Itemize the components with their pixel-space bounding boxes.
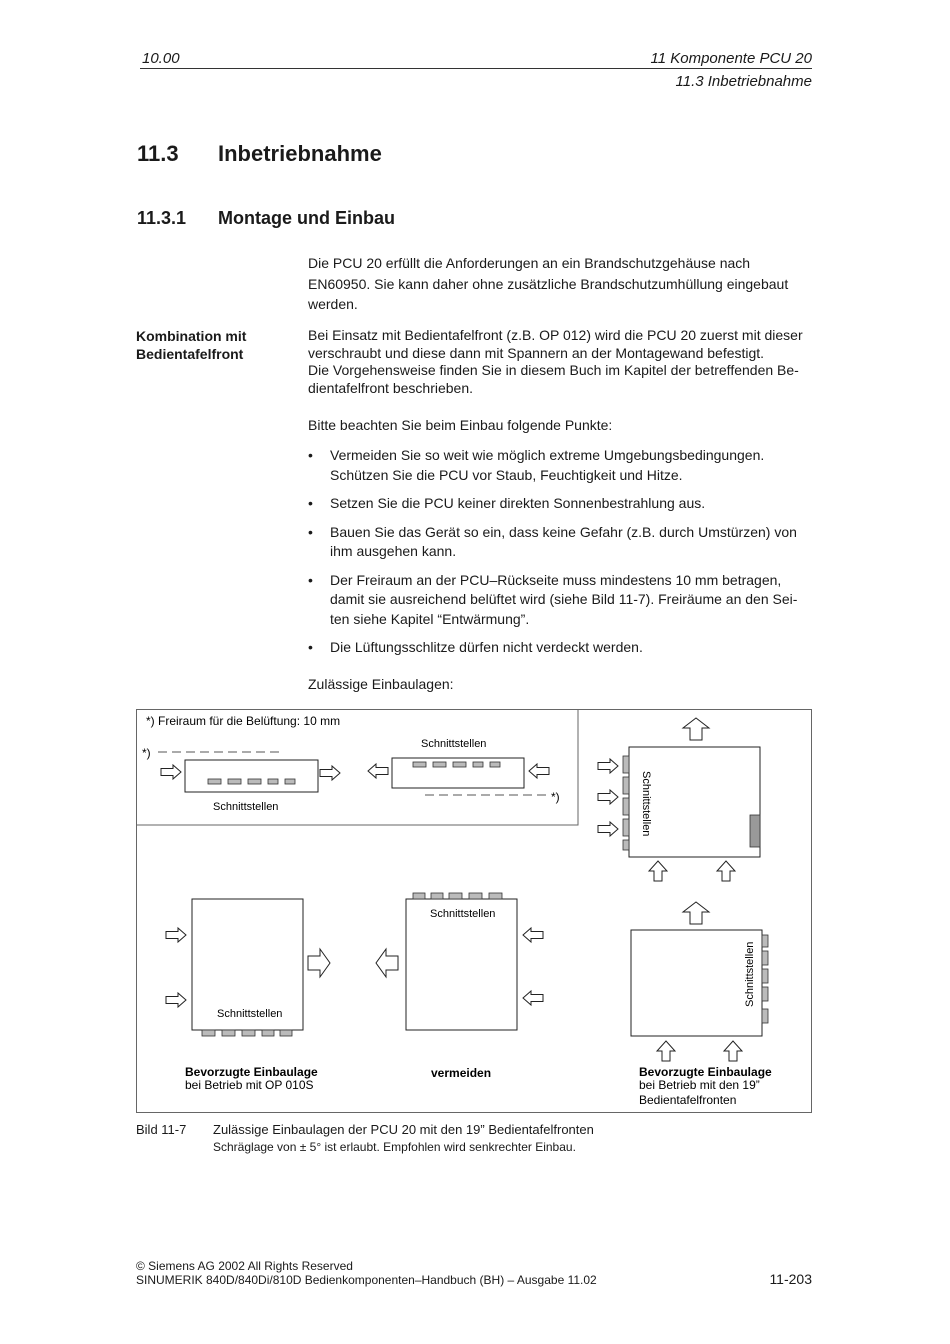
list-item — [308, 494, 813, 514]
interface-label: Schnittstellen — [217, 1008, 283, 1020]
subsection-heading — [137, 208, 395, 229]
bullet-dot: • — [308, 523, 313, 540]
bullet-dot: • — [308, 639, 313, 655]
combo-paragraph — [308, 327, 813, 397]
mounting-positions-figure — [136, 709, 812, 1113]
interface-label: Schnittstellen — [744, 941, 756, 1007]
bullet-line: Bauen Sie das Gerät so ein, dass keine Gefahr (z.B. durch Umstürzen) von — [330, 523, 797, 540]
footer-copyright: © Siemens AG 2002 All Rights Reserved — [136, 1259, 353, 1273]
intro-line: werden. — [308, 296, 358, 312]
section-number: 11.3 — [137, 141, 179, 166]
freiraum-note: *) Freiraum für die Belüftung: 10 mm — [146, 714, 341, 728]
combo-line: Die Vorgehensweise finden Sie in diesem Buch im Kapitel der betreffenden Be- — [308, 362, 799, 378]
list-item — [308, 638, 813, 658]
bullet-line: ihm ausgehen kann. — [330, 543, 457, 559]
bullet-list — [308, 446, 813, 667]
interface-label: Schnittstellen — [640, 771, 652, 837]
interface-label: Schnittstellen — [213, 801, 279, 813]
bullet-line: Der Freiraum an der PCU–Rückseite muss mindestens 10 mm betragen, — [330, 571, 782, 588]
figure-caption-note: Schräglage von ± 5° ist erlaubt. Empfohlen wird senkrechter Einbau. — [213, 1140, 576, 1154]
asterisk-marker: *) — [142, 746, 151, 760]
bullet-line: Schützen Sie die PCU vor Staub, Feuchtigkeit und Hitze. — [330, 466, 683, 483]
avoid-label: vermeiden — [431, 1066, 492, 1080]
bullet-dot: • — [308, 447, 313, 463]
subsection-number: 11.3.1 — [137, 208, 187, 228]
bullet-line: damit sie ausreichend belüftet wird (siehe Bild 11-7). Freiräume an den Sei- — [330, 591, 798, 607]
list-item — [308, 523, 813, 562]
bullet-dot: • — [308, 495, 313, 511]
header-date: 10.00 — [142, 50, 180, 67]
intro-line: EN60950. Sie kann daher ohne zusätzliche Brandschutzumhüllung eingebaut — [308, 275, 789, 292]
sidebar-label-line: Kombination mit — [136, 328, 247, 344]
bullet-dot: • — [308, 571, 313, 588]
header-chapter: 11 Komponente PCU 20 — [650, 50, 812, 67]
section-heading — [137, 141, 382, 167]
preferred-19inch-title: Bevorzugte Einbaulage — [639, 1065, 772, 1079]
bullet-line: Vermeiden Sie so weit wie möglich extreme Umgebungsbedingungen. — [330, 447, 765, 463]
combo-line: verschraubt und diese dann mit Spannern an der Montagewand befestigt. — [308, 344, 765, 361]
combo-line: dientafelfront beschrieben. — [308, 379, 473, 396]
bullet-line: Die Lüftungsschlitze dürfen nicht verdeckt werden. — [330, 639, 643, 655]
interface-label: Schnittstellen — [430, 908, 496, 920]
asterisk-marker: *) — [551, 790, 560, 804]
preferred-19inch-desc: bei Betrieb mit den 19” — [639, 1078, 760, 1092]
list-item — [308, 446, 813, 485]
figure-caption-text: Zulässige Einbaulagen der PCU 20 mit den 19” Bedientafelfronten — [213, 1122, 594, 1137]
sidebar-label-line: Bedientafelfront — [136, 346, 244, 362]
subsection-title: Montage und Einbau — [218, 208, 395, 228]
intro-paragraph — [308, 253, 813, 315]
preferred-op010s-desc: bei Betrieb mit OP 010S — [185, 1078, 314, 1092]
points-intro: Bitte beachten Sie beim Einbau folgende Punkte: — [308, 417, 613, 433]
sidebar-label — [136, 327, 296, 363]
page-number: 11-203 — [769, 1271, 812, 1287]
header-rule — [140, 68, 812, 69]
figure-caption-label: Bild 11-7 — [136, 1122, 187, 1137]
preferred-19inch-desc: Bedientafelfronten — [639, 1093, 737, 1107]
header-section: 11.3 Inbetriebnahme — [675, 73, 812, 90]
list-item — [308, 571, 813, 630]
preferred-op010s-title: Bevorzugte Einbaulage — [185, 1065, 318, 1079]
combo-line: Bei Einsatz mit Bedientafelfront (z.B. OP 012) wird die PCU 20 zuerst mit dieser — [308, 327, 803, 343]
bullet-line: ten siehe Kapitel “Entwärmung”. — [330, 610, 530, 627]
interface-label: Schnittstellen — [421, 738, 487, 750]
section-title: Inbetriebnahme — [218, 141, 382, 166]
bullet-line: Setzen Sie die PCU keiner direkten Sonnenbestrahlung aus. — [330, 495, 706, 511]
footer-manual: SINUMERIK 840D/840Di/810D Bedienkomponenten–Handbuch (BH) – Ausgabe 11.02 — [136, 1273, 597, 1287]
intro-line: Die PCU 20 erfüllt die Anforderungen an ein Brandschutzgehäuse nach — [308, 255, 751, 271]
allowed-positions-label: Zulässige Einbaulagen: — [308, 676, 454, 692]
